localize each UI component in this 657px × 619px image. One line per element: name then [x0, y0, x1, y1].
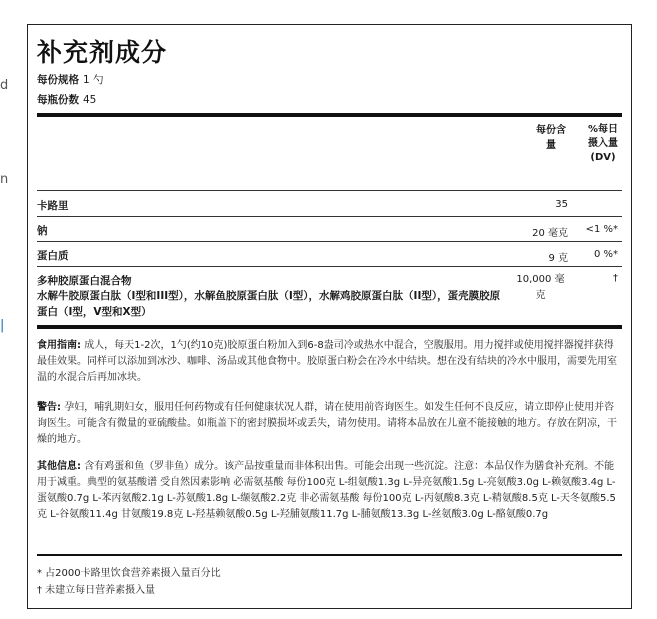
row-amount: 20 毫克	[532, 228, 568, 239]
directions-label: 食用指南:	[37, 340, 81, 351]
divider	[37, 554, 622, 556]
edge-mark: |	[0, 318, 5, 333]
row-name: 钠	[37, 225, 48, 237]
servings-per-container	[37, 92, 96, 107]
blend-amount: 10,000 毫克	[516, 274, 565, 301]
serving-size-value: 1 勺	[83, 74, 104, 86]
edge-letter: n	[0, 172, 9, 187]
column-header-dv: %每日摄入量(DV)	[587, 124, 619, 163]
divider	[37, 241, 622, 242]
blend-detail: 水解牛胶原蛋白肽（I型和III型），水解鱼胶原蛋白肽（I型），水解鸡胶原蛋白肽（II型），蛋壳膜胶原蛋白（I型，V型和X型）	[37, 290, 501, 318]
servings-value: 45	[83, 94, 97, 106]
thick-divider	[37, 113, 622, 117]
divider	[37, 266, 622, 267]
divider	[37, 216, 622, 217]
row-name: 卡路里	[37, 200, 69, 212]
other-info-label: 其他信息:	[37, 461, 81, 472]
row-amount: 35	[555, 199, 568, 210]
supplement-facts-panel	[27, 24, 632, 609]
warnings-label: 警告:	[37, 402, 61, 413]
blend-name: 多种胶原蛋白混合物	[37, 275, 132, 287]
row-amount: 9 克	[548, 253, 568, 264]
thick-divider	[37, 325, 622, 329]
directions-text: 成人，每天1-2次，1勺(约10克)胶原蛋白粉加入到6-8盎司冷或热水中混合，空腹服用。用力搅拌或使用搅拌器搅拌获得最佳效果。同样可以添加到冰沙、咖啡、汤品或其他食物中。胶原蛋白粉会在冷水中结块。想在没有结块的冷水中服用，需要先用室温的水混合后再加冰块。	[37, 340, 617, 383]
edge-letter: d	[0, 78, 9, 93]
serving-size-label: 每份规格	[37, 74, 79, 86]
column-header-amount: 每份含量	[536, 125, 566, 151]
servings-label: 每瓶份数	[37, 94, 79, 106]
row-name: 蛋白质	[37, 250, 69, 262]
row-dv: 0 %*	[593, 249, 618, 260]
serving-size	[37, 72, 104, 87]
row-dv: <1 %*	[585, 224, 618, 235]
other-info-paragraph	[37, 459, 622, 523]
panel-title: 补充剂成分	[37, 38, 168, 67]
footnote-dv-not-established: † 未建立每日营养素摄入量	[37, 585, 156, 596]
footnote-dv-basis: * 占2000卡路里饮食营养素摄入量百分比	[37, 568, 221, 579]
blend-dv: †	[613, 273, 618, 284]
warnings-text: 孕妇，哺乳期妇女，服用任何药物或有任何健康状况人群，请在使用前咨询医生。如发生任何不良反应，请立即停止使用并咨询医生。可能含有微量的亚硫酸盐。如瓶盖下的密封膜损坏或丢失，请勿使用。请将本品放在儿童不能接触的地方。存放在阴凉，干燥的地方。	[37, 402, 617, 445]
divider	[37, 190, 622, 191]
warnings-paragraph	[37, 400, 622, 448]
directions-paragraph	[37, 338, 622, 386]
other-info-text: 含有鸡蛋和鱼（罗非鱼）成分。该产品按重量而非体积出售。可能会出现一些沉淀。注意：本品仅作为膳食补充剂。不能用于减重。典型的氨基酸谱 受自然因素影响 必需氨基酸 每份100克 L-组氨酸1.3g L-异亮氨酸1.5g L-亮氨酸3.0g L-赖氨酸3.4g L-蛋氨酸0.7g L-苯丙氨酸2.1g L-苏氨酸1.8g L-缬氨酸2.2克 非必需氨基酸 每份100克 L-丙氨酸8.3克 L-精氨酸8.5克 L-天冬氨酸5.5克 L-谷氨酸11.4g 甘氨酸19.8克 L-羟基赖氨酸0.5g L-羟脯氨酸11.7g L-脯氨酸13.3g L-丝氨酸3.0g L-酪氨酸0.7g	[37, 461, 616, 520]
